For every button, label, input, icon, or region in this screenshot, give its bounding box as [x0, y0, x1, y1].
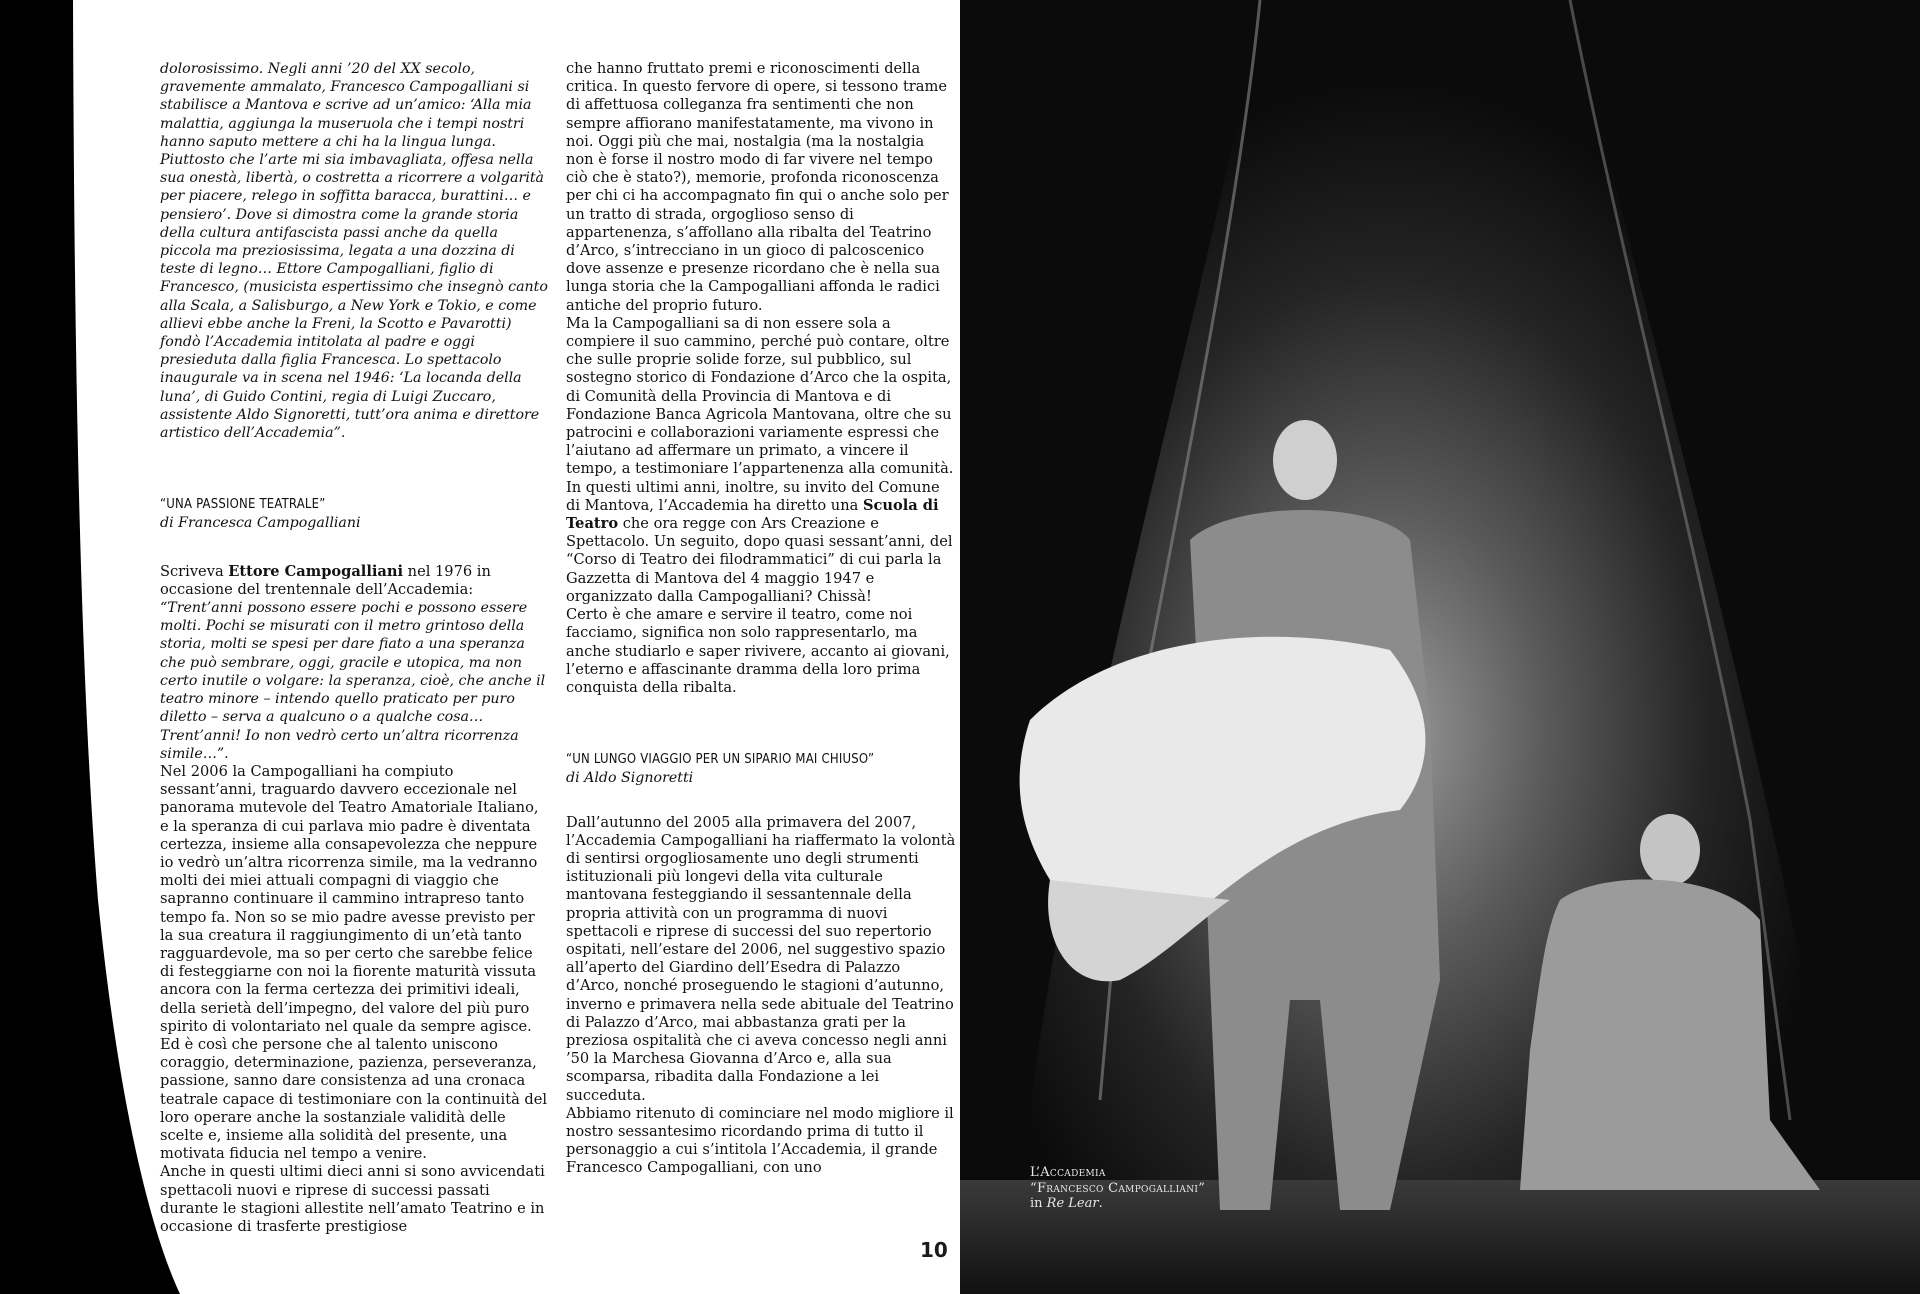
section-author-aldo: di Aldo Signoretti [566, 770, 694, 787]
text-column-right [566, 60, 956, 1178]
paragraph-autunno-2005: Dall’autunno del 2005 alla primavera del 2007, l’Accademia Campogalliani ha riaffermato la volontà di sentirsi orgogliosamente uno degli strumenti istituzionali più longevi della vita culturale mantovana festeggiando il sessantennale della propria attività con un programma di nuovi spettacoli e riprese di successi del suo repertorio ospitati, nell’estare del 2006, nel suggestivo spazio all’aperto del Giardino dell’Esedra di Palazzo d’Arco, nonché proseguendo le stagioni d’autunno, inverno e primavera nella sede abituale del Teatrino di Palazzo d’Arco, mai abbastanza grati per la preziosa ospitalità che ci aveva concesso negli anni ’50 la Marchesa Giovanna d’Arco e, alla sua scomparsa, ribadita dalla Fondazione a lei succeduta. [566, 813, 956, 1104]
photo-caption [1030, 1165, 1205, 1212]
paragraph-2006: Nel 2006 la Campogalliani ha compiuto sessant’anni, traguardo davvero eccezionale nel panorama mutevole del Teatro Amatoriale Italiano, e la speranza di cui parlava mio padre è diventata certezza, insieme alla consapevolezza che neppure io vedrò un’altra ricorrenza simile, ma la vedranno molti dei miei attuali compagni di viaggio che sapranno continuare il cammino intrapreso tanto tempo fa. Non so se mio padre avesse previsto per la sua creatura il raggiungimento di un’età tanto ragguardevole, ma so per certo che sarebbe felice di festeggiarne con noi la fiorente maturità vissuta ancora con la ferma certezza dei primitivi ideali, della serietà dell’impegno, del valore del più puro spirito di volontariato nel quale da sempre agisce. Ed è così che persone che al talento uniscono coraggio, determinazione, pazienza, perseveranza, passione, sanno dare consistenza ad una cronaca teatrale capace di testimoniare con la continuità del loro operare anche la sostanziale validità delle scelte e, insieme alla solidità del presente, una motivata fiducia nel tempo a venire. [160, 762, 548, 1163]
paragraph-sessantesimo: Abbiamo ritenuto di cominciare nel modo migliore il nostro sessantesimo ricordando prima di tutto il personaggio a cui s’intitola l’Accademia, il grande Francesco Campogalliani, con uno [566, 1104, 954, 1177]
section-heading-viaggio: “UN LUNGO VIAGGIO PER UN SIPARIO MAI CHIUSO” [566, 752, 875, 768]
paragraph-cammino: Ma la Campogalliani sa di non essere sola a compiere il suo cammino, perché può contare, oltre che sulle proprie solide forze, sul pubblico, sul sostegno storico di Fondazione d’Arco che la ospita, di Comunità della Provincia di Mantova e di Fondazione Banca Agricola Mantovana, oltre che su patrocini e collaborazioni variamente espressi che l’aiutano ad affermare un primato, a vincere il tempo, a testimoniare l’appartenenza alla comunità. In questi ultimi anni, inoltre, su invito del Comune di Mantova, l’Accademia ha diretto una Scuola di Teatro che ora regge con Ars Creazione e Spettacolo. Un seguito, dopo quasi sessant’anni, del “Corso di Teatro dei filodrammatici” di cui parla la Gazzetta di Mantova del 4 maggio 1947 e organizzato dalla Campogalliani? Chissà! [566, 314, 954, 605]
section-author-francesca: di Francesca Campogalliani [160, 515, 361, 532]
right-page-photo [960, 0, 1920, 1294]
caption-play-title: Re Lear [1046, 1196, 1099, 1211]
paragraph-amare-teatro: Certo è che amare e servire il teatro, come noi facciamo, significa non solo rappresentarlo, ma anche studiarlo e saper rivivere, accanto ai giovani, l’eterno e affascinante dramma della loro prima conquista della ribalta. [566, 606, 950, 696]
page-number: 10 [920, 1238, 948, 1262]
text-column-left [160, 60, 548, 1236]
decorative-black-band [0, 0, 180, 1294]
paragraph-premi: che hanno fruttato premi e riconoscimenti della critica. In questo fervore di opere, si tessono trame di affettuosa colleganza fra sentimenti che non sempre affiorano manifestatamente, ma vivono in noi. Oggi più che mai, nostalgia (ma la nostalgia non è forse il nostro modo di far vivere nel tempo ciò che è stato?), memorie, profonda riconoscenza per chi ci ha accompagnato fin qui o anche solo per un tratto di strada, orgoglioso senso di appartenenza, s’affollano alla ribalta del Teatrino d’Arco, s’intrecciano in un gioco di palcoscenico dove assenze e presenze ricordano che è nella sua lunga storia che la Campogalliani affonda le radici antiche del proprio futuro. [566, 60, 949, 314]
caption-line-3: in Re Lear. [1030, 1196, 1103, 1211]
caption-line-2: “Francesco Campogalliani” [1030, 1180, 1206, 1196]
paragraph-scriveva: Scriveva Ettore Campogalliani nel 1976 in occasione del trentennale dell’Accademia: [160, 562, 491, 598]
theatre-photo [960, 0, 1920, 1294]
scuola-di-teatro: Scuola di Teatro [566, 496, 939, 533]
section-heading-passione: “UNA PASSIONE TEATRALE” [160, 497, 326, 513]
quote-1976: “Trent’anni possono essere pochi e possono essere molti. Pochi se misurati con il metro grintoso della storia, molti se spesi per dare fiato a una speranza che può sembrare, oggi, gracile e utopica, ma non certo inutile o volgare: la speranza, cioè, che anche il teatro minore – intendo quello praticato per puro diletto – serva a qualcuno o a qualche cosa… Trent’anni! Io non vedrò certo un’altra ricorrenza simile…”. [160, 600, 546, 762]
intro-quote: dolorosissimo. Negli anni ’20 del XX secolo, gravemente ammalato, Francesco Campogalliani si stabilisce a Mantova e scrive ad un’amico: ‘Alla mia malattia, aggiunga la museruola che i tempi nostri hanno saputo mettere a chi ha la lingua lunga. Piuttosto che l’arte mi sia imbavagliata, offesa nella sua onestà, libertà, o costretta a ricorrere a volgarità per piacere, relego in soffitta baracca, burattini… e pensiero’. Dove si dimostra come la grande storia della cultura antifascista passi anche da quella piccola ma preziosissima, legata a una dozzina di teste di legno… Ettore Campogalliani, figlio di Francesco, (musicista espertissimo che insegnò canto alla Scala, a Salisburgo, a New York e Tokio, e come allievi ebbe anche la Freni, la Scotto e Pavarotti) fondò l’Accademia intitolata al padre e oggi presieduta dalla figlia Francesca. Lo spettacolo inaugurale va in scena nel 1946: ‘La locanda della luna’, di Guido Contini, regia di Luigi Zuccaro, assistente Aldo Signoretti, tutt’ora anima e direttore artistico dell’Accademia”. [160, 61, 548, 442]
name-ettore: Ettore Campogalliani [228, 562, 404, 580]
paragraph-ultimi-anni: Anche in questi ultimi dieci anni si sono avvicendati spettacoli nuovi e riprese di successi passati durante le stagioni allestite nell’amato Teatrino e in occasione di trasferte prestigiose [160, 1163, 545, 1235]
caption-line-1: L’Accademia [1030, 1165, 1106, 1180]
